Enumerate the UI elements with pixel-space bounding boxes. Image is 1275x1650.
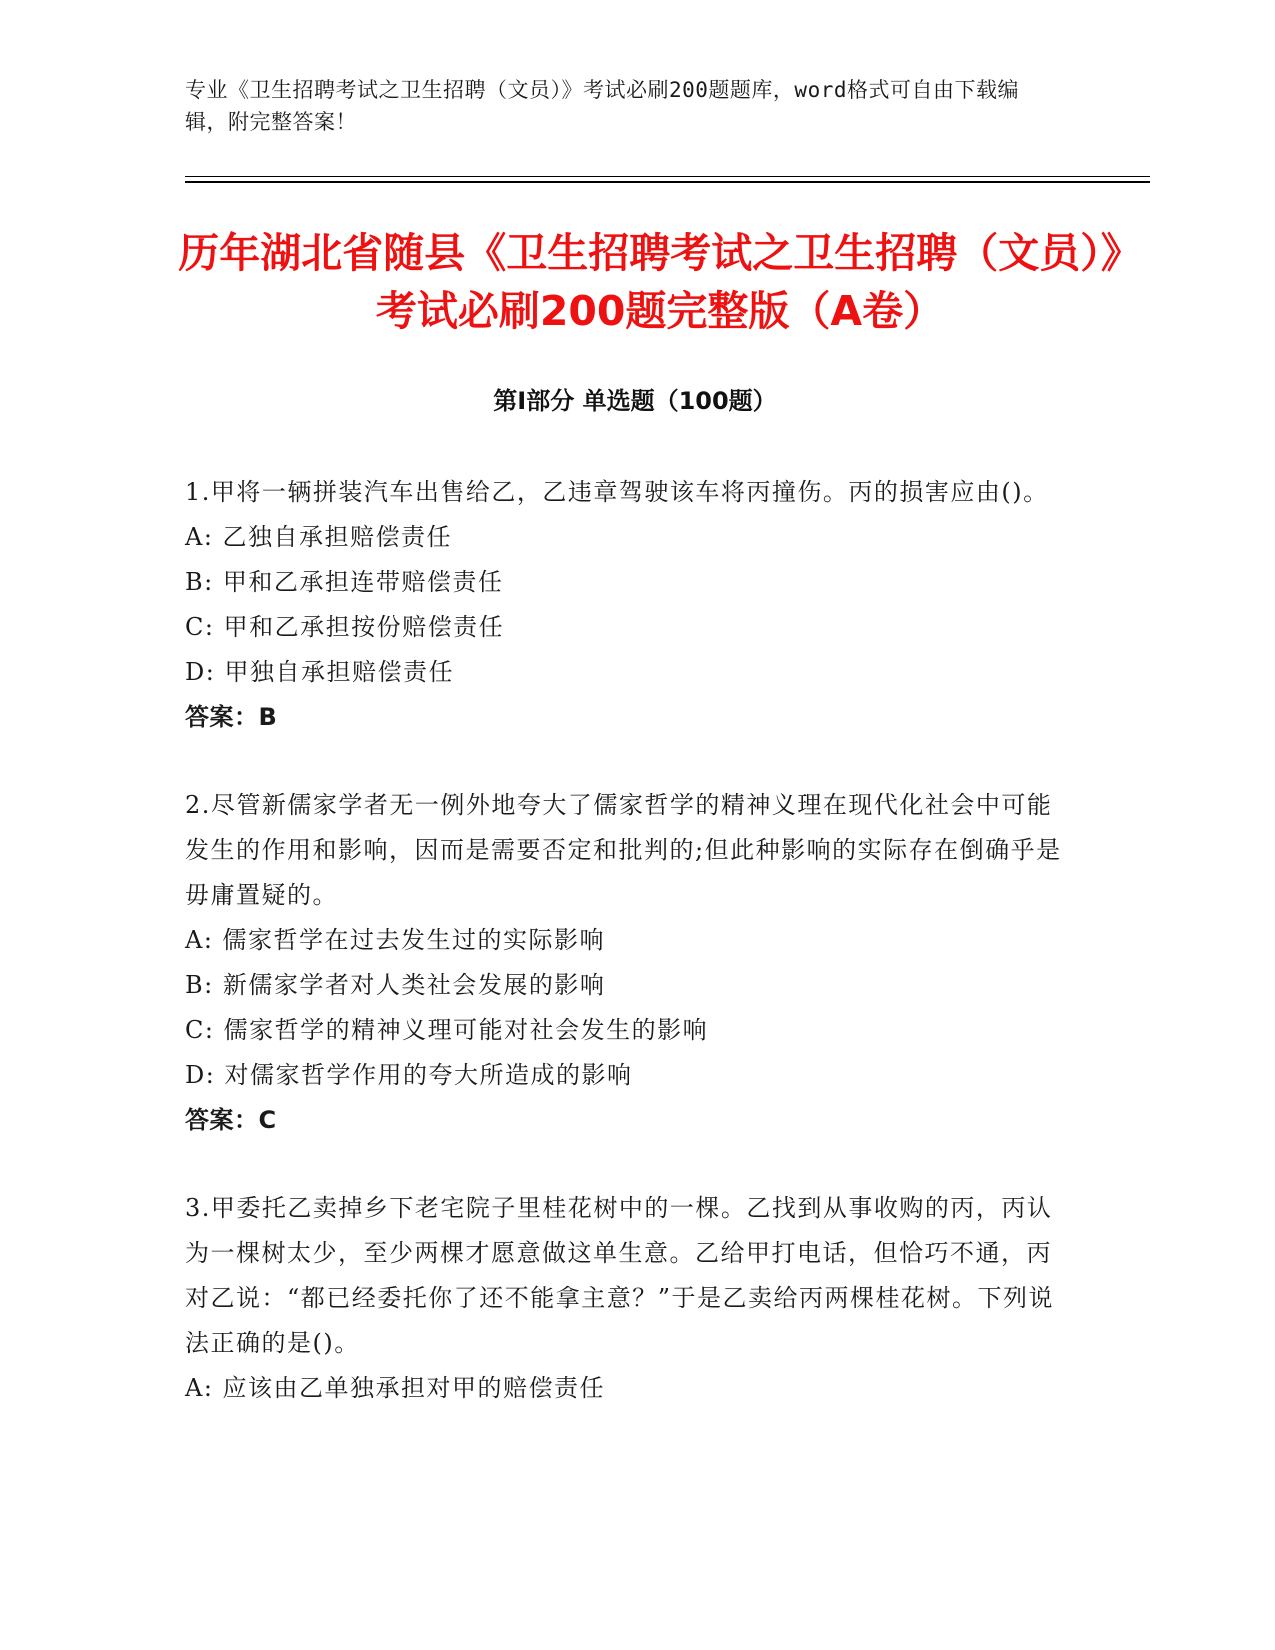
header-divider-thick [185, 181, 1150, 183]
question-stem: 1.甲将一辆拼装汽车出售给乙，乙违章驾驶该车将丙撞伤。丙的损害应由()。 [185, 478, 1049, 506]
header-divider-thin [185, 176, 1150, 177]
question-3 [185, 1186, 1065, 1411]
option-c: C: 儒家哲学的精神义理可能对社会发生的影响 [185, 1016, 709, 1044]
section-title: 第I部分 单选题（100题） [493, 387, 777, 415]
answer: 答案：C [185, 1106, 277, 1134]
option-c: C: 甲和乙承担按份赔偿责任 [185, 613, 505, 641]
question-list [185, 470, 1065, 1454]
option-b: B: 甲和乙承担连带赔偿责任 [185, 568, 504, 596]
question-2 [185, 783, 1065, 1143]
header-note: 专业《卫生招聘考试之卫生招聘（文员）》考试必刷200题题库，word格式可自由下载编辑，附完整答案！ [185, 78, 1019, 134]
document-title: 历年湖北省随县《卫生招聘考试之卫生招聘（文员）》考试必刷200题完整版（A卷） [178, 229, 1142, 335]
question-1 [185, 470, 1065, 740]
question-stem: 2.尽管新儒家学者无一例外地夸大了儒家哲学的精神义理在现代化社会中可能发生的作用和影响，因而是需要否定和批判的;但此种影响的实际存在倒确乎是毋庸置疑的。 [185, 791, 1062, 909]
question-stem: 3.甲委托乙卖掉乡下老宅院子里桂花树中的一棵。乙找到从事收购的丙，丙认为一棵树太少，至少两棵才愿意做这单生意。乙给甲打电话，但恰巧不通，丙对乙说：“都已经委托你了还不能拿主意？”于是乙卖给丙两棵桂花树。下列说法正确的是()。 [185, 1194, 1055, 1357]
option-a: A: 应该由乙单独承担对甲的赔偿责任 [185, 1374, 606, 1402]
option-d: D: 对儒家哲学作用的夸大所造成的影响 [185, 1061, 633, 1089]
option-a: A: 乙独自承担赔偿责任 [185, 523, 453, 551]
option-b: B: 新儒家学者对人类社会发展的影响 [185, 971, 606, 999]
answer: 答案：B [185, 703, 278, 731]
option-d: D: 甲独自承担赔偿责任 [185, 658, 454, 686]
option-a: A: 儒家哲学在过去发生过的实际影响 [185, 926, 606, 954]
